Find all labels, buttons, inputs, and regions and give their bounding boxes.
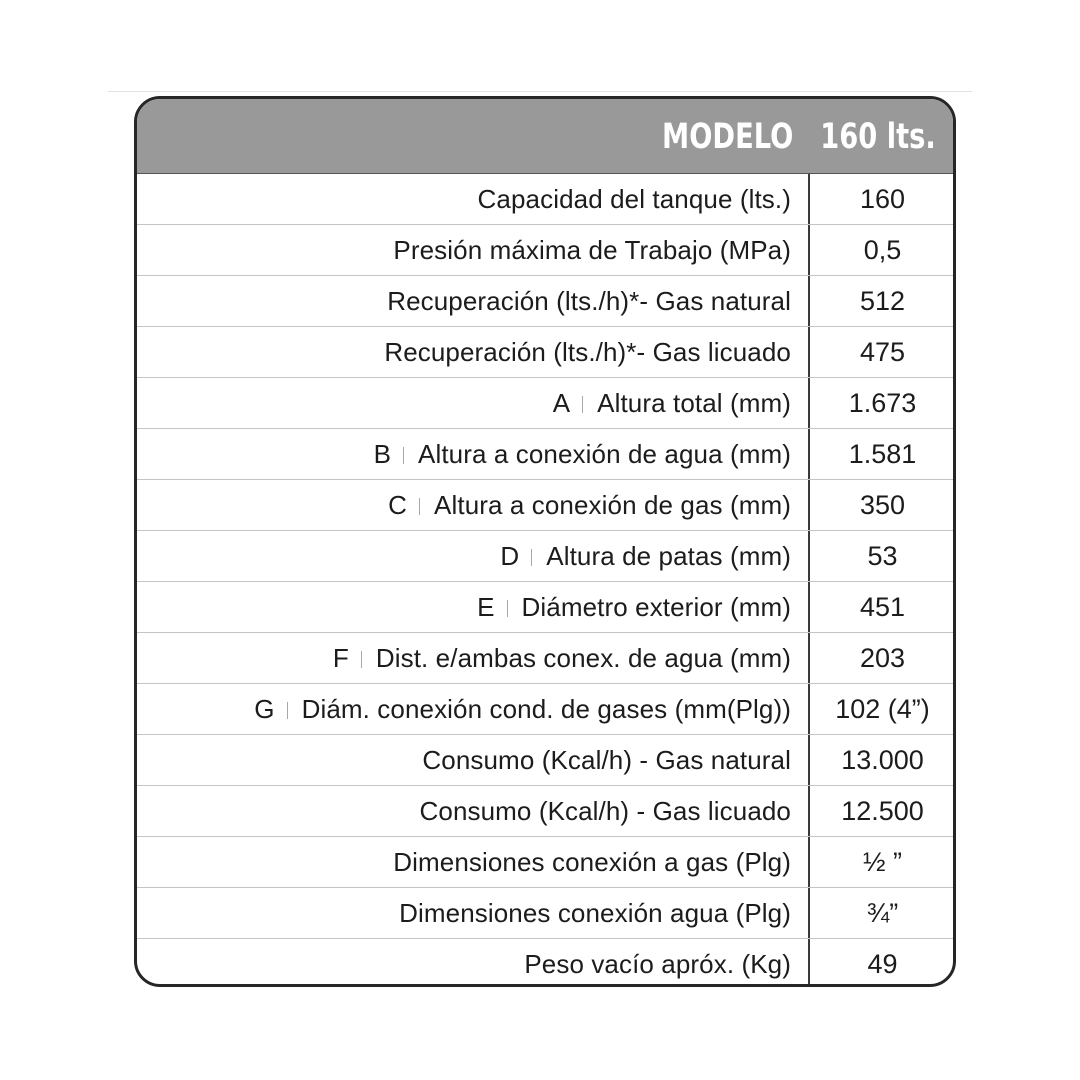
table-row (137, 786, 953, 837)
row-label (387, 276, 791, 326)
letter-separator (507, 600, 508, 617)
row-label-text: Diám. conexión cond. de gases (mm(Plg)) (301, 694, 791, 724)
spec-table (134, 96, 956, 987)
row-label (422, 735, 791, 785)
row-label-text: Peso vacío apróx. (Kg) (524, 949, 791, 979)
row-label (384, 327, 791, 377)
row-label (254, 684, 791, 734)
spec-rows (137, 174, 953, 987)
row-value: 203 (859, 643, 906, 673)
row-label-text: Dist. e/ambas conex. de agua (mm) (375, 643, 791, 673)
row-label-text: Altura de patas (mm) (546, 541, 791, 571)
row-label (553, 378, 791, 428)
row-label (388, 480, 791, 530)
dimension-letter: D (500, 541, 520, 571)
row-label (393, 837, 791, 887)
table-row (137, 429, 953, 480)
row-label-text: Dimensiones conexión agua (Plg) (399, 898, 791, 928)
table-header (137, 99, 953, 173)
row-label-text: Altura total (mm) (597, 388, 791, 418)
row-value: 1.581 (848, 439, 917, 469)
table-row (137, 684, 953, 735)
row-label-text: Altura a conexión de gas (mm) (434, 490, 791, 520)
row-value: 350 (859, 490, 906, 520)
row-label (500, 531, 791, 581)
row-label (399, 888, 791, 938)
letter-separator (531, 549, 532, 566)
table-row (137, 378, 953, 429)
table-row (137, 888, 953, 939)
dimension-letter: E (477, 592, 495, 622)
dimension-letter: G (254, 694, 275, 724)
table-row (137, 174, 953, 225)
row-label-text: Dimensiones conexión a gas (Plg) (393, 847, 791, 877)
row-value: 512 (859, 286, 906, 316)
row-value: 13.000 (841, 745, 924, 775)
dimension-letter: C (388, 490, 408, 520)
row-value: 451 (859, 592, 906, 622)
letter-separator (361, 651, 362, 668)
dimension-letter: F (332, 643, 349, 673)
table-row (137, 531, 953, 582)
header-model-value: 160 lts. (820, 117, 936, 157)
row-value: 475 (859, 337, 906, 367)
row-label-text: Altura a conexión de agua (mm) (418, 439, 791, 469)
row-label-text: Consumo (Kcal/h) - Gas natural (422, 745, 791, 775)
row-value: ½ ” (862, 847, 902, 877)
table-row (137, 225, 953, 276)
table-row (137, 939, 953, 987)
letter-separator (403, 447, 404, 464)
dimension-letter: B (373, 439, 392, 469)
dimension-letter: A (552, 388, 571, 418)
letter-separator (582, 396, 583, 413)
row-value: ¾” (866, 898, 899, 928)
row-label (524, 939, 791, 987)
row-value: 1.673 (848, 388, 917, 418)
row-label-text: Recuperación (lts./h)*- Gas natural (387, 286, 791, 316)
row-label-text: Capacidad del tanque (lts.) (477, 184, 791, 214)
row-value: 102 (4”) (835, 694, 930, 724)
table-row (137, 735, 953, 786)
row-value: 160 (859, 184, 906, 214)
table-row (137, 327, 953, 378)
table-row (137, 633, 953, 684)
row-label-text: Recuperación (lts./h)*- Gas licuado (384, 337, 791, 367)
row-value: 53 (867, 541, 898, 571)
row-label (477, 582, 791, 632)
row-label (333, 633, 791, 683)
row-value: 12.500 (841, 796, 924, 826)
row-label-text: Diámetro exterior (mm) (521, 592, 791, 622)
letter-separator (287, 702, 288, 719)
letter-separator (419, 498, 420, 515)
table-row (137, 837, 953, 888)
row-label (374, 429, 791, 479)
row-value: 49 (867, 949, 898, 979)
row-label (420, 786, 791, 836)
top-rule (108, 91, 972, 92)
row-label (478, 174, 791, 224)
row-label-text: Consumo (Kcal/h) - Gas licuado (419, 796, 791, 826)
row-value: 0,5 (863, 235, 902, 265)
header-model-label: MODELO (661, 117, 793, 157)
row-label (393, 225, 791, 275)
table-row (137, 276, 953, 327)
table-row (137, 582, 953, 633)
row-label-text: Presión máxima de Trabajo (MPa) (393, 235, 791, 265)
table-row (137, 480, 953, 531)
